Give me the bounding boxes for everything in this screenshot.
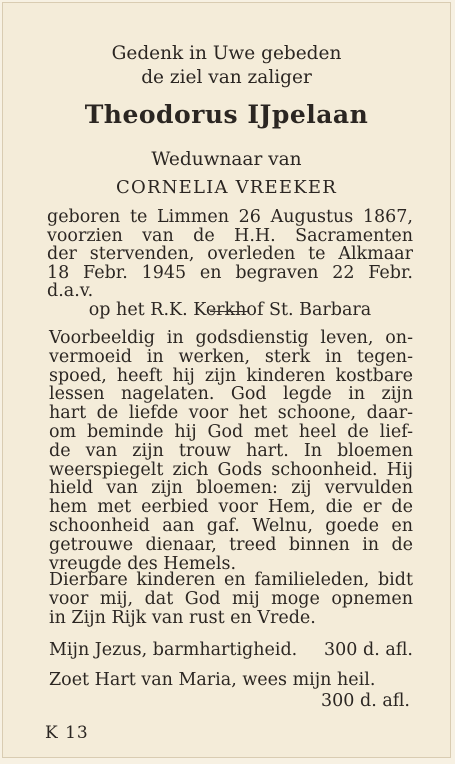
tribute-line: lessen nagelaten. God legde in zijn [49, 384, 413, 405]
biography-line: voorzien van de H.H. Sacramenten [47, 225, 413, 246]
jesus-prayer-indulgence: 300 d. afl. [324, 640, 413, 660]
biography-line: der stervenden, overleden te Alkmaar [47, 244, 413, 264]
tribute-line: hem met eerbied voor Hem, die er de [49, 497, 413, 518]
mary-prayer [49, 670, 413, 690]
tribute-line: spoed, heeft hij zijn kinderen kostbare [49, 365, 413, 386]
tribute-line: weerspiegelt zich Gods schoonheid. Hij [49, 459, 413, 480]
deceased-name: Theodorus IJpelaan [84, 100, 369, 129]
tribute-line: schoonheid aan gaf. Welnu, goede en [49, 515, 413, 536]
biography-line: 18 Febr. 1945 en begraven 22 Febr. d.a.v. [47, 262, 413, 301]
tribute-paragraph [49, 329, 413, 573]
tribute-line: vermoeid in werken, sterk in tegen- [49, 346, 413, 367]
card-code: K 13 [45, 723, 89, 743]
biography-line: geboren te Limmen 26 Augustus 1867, [47, 207, 413, 227]
farewell-paragraph [49, 571, 413, 627]
prayer-request-line-2: de ziel van zaliger [141, 67, 312, 88]
farewell-line: in Zijn Rijk van rust en Vrede. [49, 607, 316, 628]
jesus-prayer-text: Mijn Jezus, barmhartigheid. [49, 640, 298, 660]
memorial-card [2, 2, 451, 758]
jesus-prayer [49, 640, 413, 660]
mary-prayer-indulgence: 300 d. afl. [321, 691, 410, 711]
tribute-line: hart de liefde voor het schoone, daar- [49, 403, 413, 424]
tribute-line: Voorbeeldig in godsdienstig leven, on- [49, 328, 413, 348]
biography-block [47, 208, 413, 319]
divider-rule [210, 311, 248, 312]
spouse-name: CORNELIA VREEKER [116, 177, 337, 198]
tribute-line: om beminde hij God met heel de lief- [49, 421, 413, 442]
prayer-request-line-1: Gedenk in Uwe gebeden [111, 43, 342, 64]
tribute-line: hield van zijn bloemen: zij vervulden [49, 478, 413, 499]
tribute-line: getrouwe dienaar, treed binnen in de [49, 534, 413, 555]
farewell-line: voor mij, dat God mij moge opnemen [49, 588, 413, 609]
mary-prayer-text: Zoet Hart van Maria, wees mijn heil. [49, 670, 376, 690]
tribute-line: de van zijn trouw hart. In bloemen [49, 440, 413, 461]
farewell-line: Dierbare kinderen en familieleden, bidt [49, 570, 413, 590]
widower-label: Weduwnaar van [151, 149, 302, 170]
biography-line: op het R.K. Kerkhof St. Barbara [88, 299, 372, 320]
tribute-line: vreugde des Hemels. [49, 553, 237, 574]
